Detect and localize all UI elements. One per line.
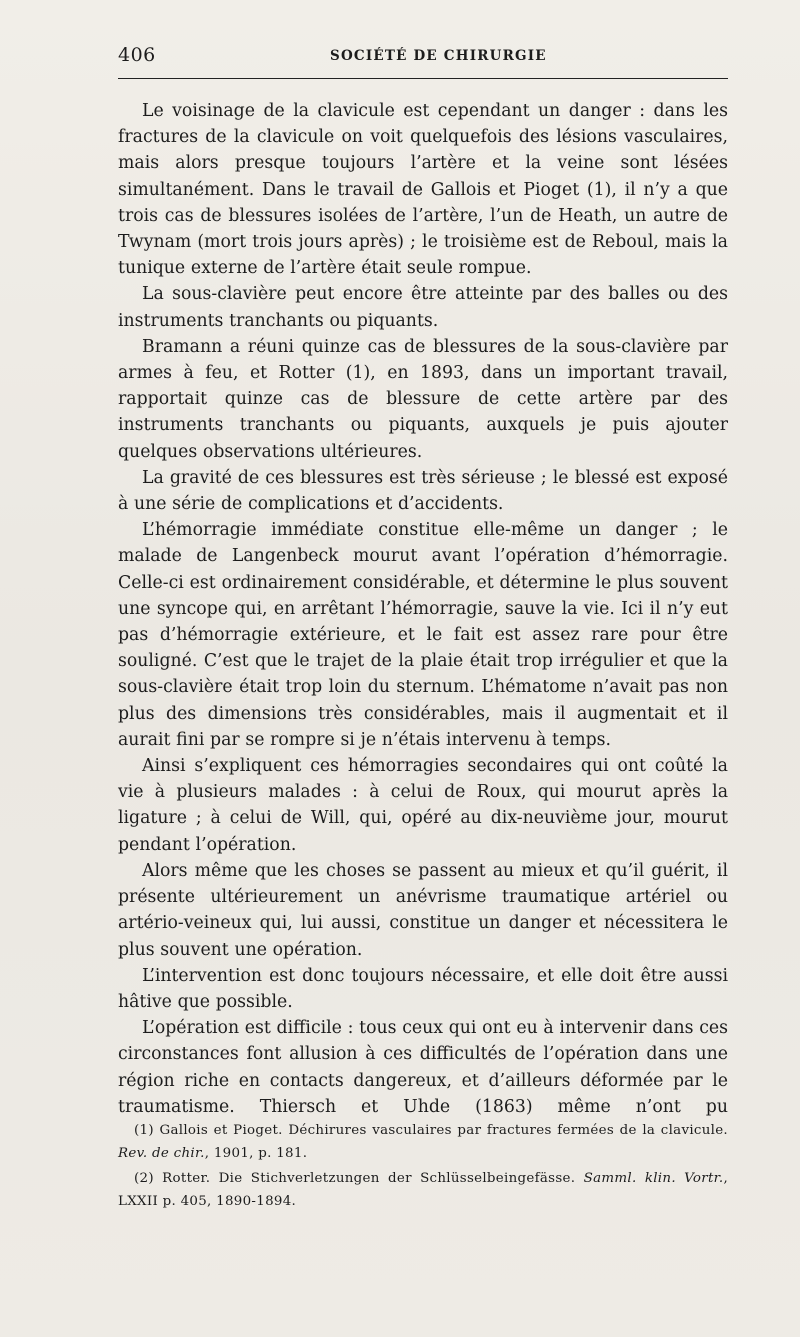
- running-head: SOCIÉTÉ DE CHIRURGIE: [330, 48, 547, 64]
- page-number: 406: [118, 44, 156, 66]
- paragraph: L’opération est difficile : tous ceux qui ont eu à intervenir dans ces circonstances font allusion à ces difficultés de l’opération dans une région riche en contacts dangereux, et d’ailleurs déformée par le traumatisme. Thiersch et Uhde (1863) même n’ont pu: [118, 1018, 728, 1117]
- footnote-text: (1) Gallois et Pioget. Déchirures vasculaires par fractures fermées de la clavicule.: [134, 1123, 728, 1138]
- paragraph: Ainsi s’expliquent ces hémorragies secondaires qui ont coûté la vie à plusieurs malades : à celui de Roux, qui mourut après la ligature ; à celui de Will, qui, opéré au dix-neuvième jour, mourut pendant l’opération.: [118, 756, 728, 855]
- paragraph: La gravité de ces blessures est très sérieuse ; le blessé est exposé à une série de complications et d’accidents.: [118, 467, 728, 515]
- paragraph: Le voisinage de la clavicule est cependant un danger : dans les fractures de la clavicule on voit quelquefois des lésions vasculaires, mais alors presque toujours l’artère et la veine sont lésées simultanément. Dans le travail de Gallois et Pioget (1), il n’y a que trois cas de blessures isolées de l’artère, l’un de Heath, un autre de Twynam (mort trois jours après) ; le troisième est de Reboul, mais la tunique externe de l’artère était seule rompue.: [118, 101, 728, 279]
- header-rule: [118, 78, 728, 79]
- footnote-reference: , 1901, p. 181.: [204, 1145, 308, 1161]
- paragraph: La sous-clavière peut encore être atteinte par des balles ou des instruments tranchants ou piquants.: [118, 284, 728, 331]
- page-header: [118, 44, 728, 70]
- paragraph: L’hémorragie immédiate constitue elle-même un danger ; le malade de Langenbeck mourut avant l’opération d’hémorragie. Celle-ci est ordinairement considérable, et détermine le plus souvent une syncope qui, en arrêtant l’hémorragie, sauve la vie. Ici il n’y eut pas d’hémorragie extérieure, et le fait est assez rare pour être souligné. C’est que le trajet de la plaie était trop irrégulier et que la sous-clavière était trop loin du sternum. L’hématome n’avait pas non plus des dimensions très considérables, mais il augmentait et il aurait fini par se rompre si je n’étais intervenu à temps.: [118, 520, 728, 750]
- footnotes: [118, 1120, 728, 1216]
- paragraph: Bramann a réuni quinze cas de blessures de la sous-clavière par armes à feu, et Rotter (1), en 1893, dans un important travail, rapportait quinze cas de blessure de cette artère par des instruments tranchants ou piquants, auxquels je puis ajouter quelques observations ultérieures.: [118, 336, 728, 462]
- footnote-journal: Samml. klin. Vortr.: [583, 1171, 724, 1186]
- body-text: [118, 98, 728, 1120]
- paragraph: Alors même que les choses se passent au mieux et qu’il guérit, il présente ultérieurement un anévrisme traumatique artériel ou artério-veineux qui, lui aussi, constitue un danger et nécessitera le plus souvent une opération.: [118, 860, 728, 960]
- paragraph: L’intervention est donc toujours nécessaire, et elle doit être aussi hâtive que possible.: [118, 965, 728, 1012]
- footnote: [118, 1168, 728, 1213]
- footnote-journal: Rev. de chir.: [118, 1145, 205, 1161]
- footnote-text: (2) Rotter. Die Stichverletzungen der Schlüsselbeingefässe.: [134, 1171, 576, 1186]
- footnote-reference: , LXXII p. 405, 1890-1894.: [118, 1171, 729, 1209]
- footnote: [118, 1120, 728, 1165]
